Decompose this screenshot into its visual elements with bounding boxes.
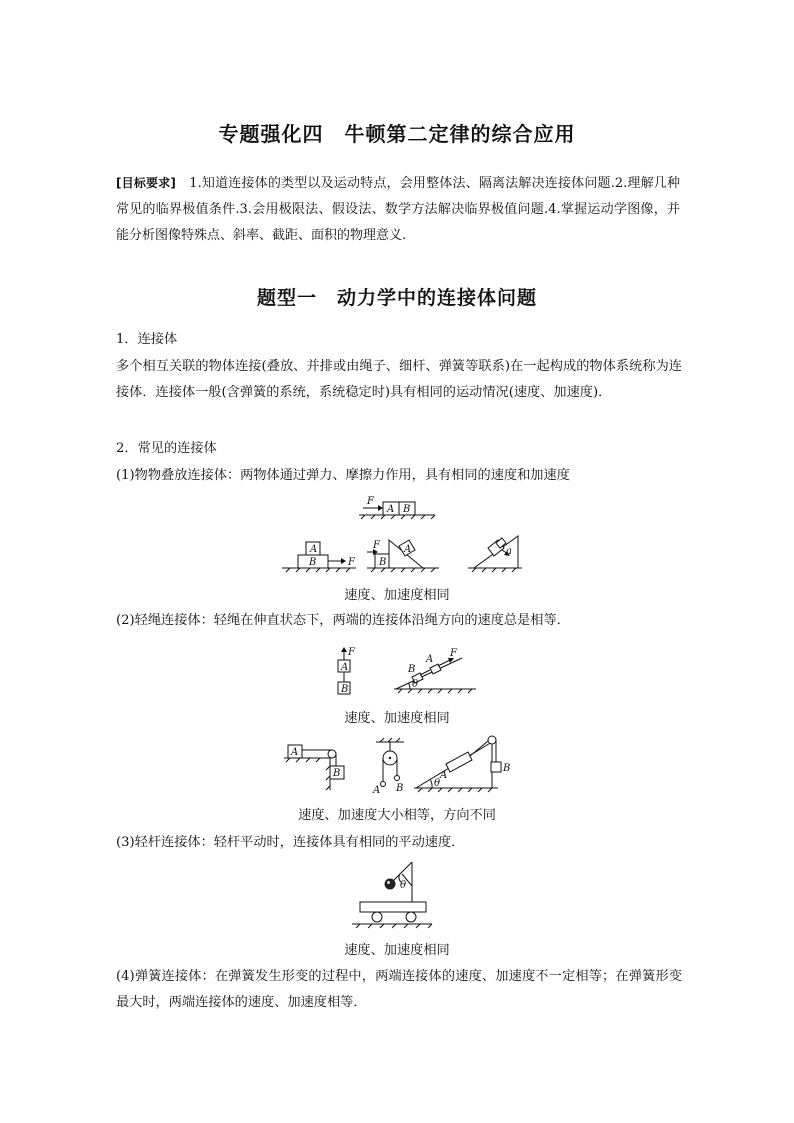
page-title: 专题强化四 牛顿第二定律的综合应用	[218, 122, 576, 146]
label-F: F	[450, 648, 457, 659]
label-A: A	[440, 770, 448, 781]
label-A: A	[426, 654, 434, 665]
item-stacked: (1)物物叠放连接体：两物体通过弹力、摩擦力作用，具有相同的速度和加速度	[116, 468, 570, 483]
label-B: B	[341, 684, 349, 695]
figure-rod-cart	[350, 856, 436, 926]
figure-rope-vertical	[332, 646, 362, 696]
section-title: 题型一 动力学中的连接体问题	[256, 287, 537, 309]
figure-stacked-vertical	[280, 538, 360, 574]
heading-common-types: 2．常见的连接体	[116, 441, 217, 456]
figure-table-pulley	[282, 740, 352, 792]
objectives-paragraph	[116, 170, 680, 249]
figure-block-on-incline	[466, 530, 538, 574]
figure-rope-incline	[392, 640, 482, 696]
label-F: F	[348, 647, 355, 658]
label-theta: θ	[400, 880, 407, 891]
label-A: A	[291, 747, 299, 758]
label-F: F	[367, 496, 374, 507]
label-B: B	[379, 557, 387, 568]
objectives-text: 1.知道连接体的类型以及运动特点，会用整体法、隔离法解决连接体问题.2.理解几种常见的临界极值条件.3.会用极限法、假设法、数学方法解决临界极值问题.4.掌握运动学图像，并能分析图像特殊点、斜率、截距、面积的物理意义.	[116, 176, 680, 243]
label-theta: θ	[412, 679, 419, 690]
label-F: F	[373, 540, 380, 551]
caption-rope-different: 速度、加速度大小相等，方向不同	[298, 808, 496, 823]
label-F: F	[348, 557, 355, 568]
caption-rope-same: 速度、加速度相同	[344, 711, 450, 726]
figure-stacked-horizontal	[355, 494, 440, 520]
item-rod: (3)轻杆连接体：轻杆平动时，连接体具有相同的平动速度．	[116, 835, 465, 850]
label-B: B	[333, 768, 341, 779]
figure-hanging-pulley	[370, 738, 414, 794]
label-B: B	[503, 763, 511, 774]
label-A: A	[404, 544, 412, 555]
label-B: B	[309, 557, 317, 568]
figure-block-wedge	[365, 536, 443, 574]
label-A: A	[373, 785, 381, 796]
label-A: A	[310, 544, 318, 555]
label-theta: θ	[434, 778, 441, 789]
item-rope: (2)轻绳连接体：轻绳在伸直状态下，两端的连接体沿绳方向的速度总是相等．	[116, 613, 570, 628]
caption-rod: 速度、加速度相同	[344, 943, 450, 958]
label-B: B	[396, 783, 404, 794]
objectives-tag: [目标要求]	[116, 176, 176, 190]
label-B: B	[403, 504, 411, 515]
paragraph-connected-body: 多个相互关联的物体连接(叠放、并排或由绳子、细杆、弹簧等联系)在一起构成的物体系统称为连接体．连接体一般(含弹簧的系统，系统稳定时)具有相同的运动情况(速度、加速度)．	[116, 359, 682, 400]
label-B: B	[408, 664, 416, 675]
figure-incline-pulley	[412, 730, 522, 792]
label-A: A	[341, 662, 349, 673]
caption-stacked: 速度、加速度相同	[344, 588, 450, 603]
label-A: A	[387, 504, 395, 515]
item-spring: (4)弹簧连接体：在弹簧发生形变的过程中，两端连接体的速度、加速度不一定相等；在弹簧形变最大时，两端连接体的速度、加速度相等．	[116, 969, 682, 1010]
heading-connected-body: 1．连接体	[116, 332, 178, 347]
label-a: a	[506, 546, 512, 557]
